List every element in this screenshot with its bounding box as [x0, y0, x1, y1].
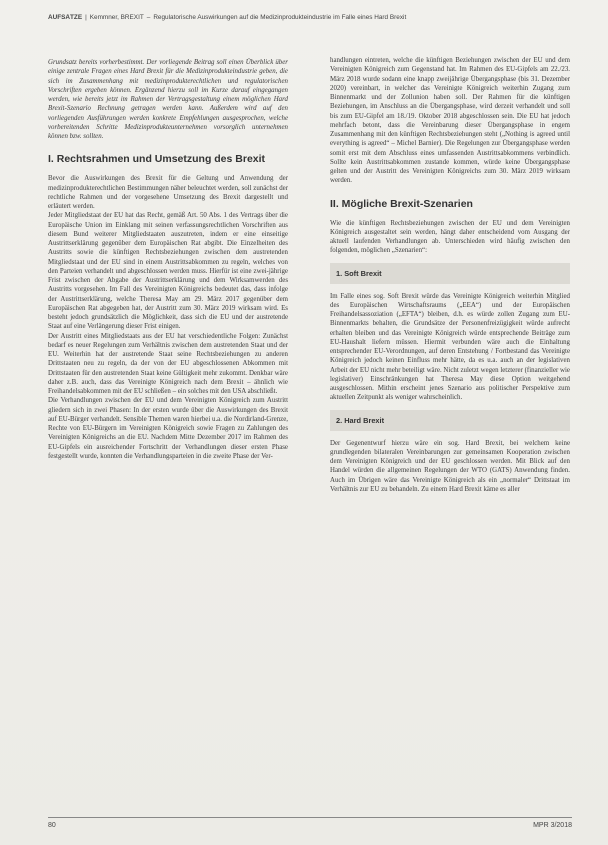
- section-heading-2: II. Mögliche Brexit-Szenarien: [330, 197, 473, 210]
- section-heading-1: I. Rechtsrahmen und Umsetzung des Brexit: [48, 153, 266, 166]
- running-head: AUFSÄTZE | Kemmner, BREXIT – Regulatorische Auswirkungen auf die Medizinprodukteindustrie im Falle eines Hard Brexit: [48, 14, 407, 21]
- page-number: 80: [48, 822, 56, 829]
- right-column: [330, 56, 570, 494]
- subheading-box-soft: [330, 263, 570, 284]
- subheading-soft-brexit: 1. Soft Brexit: [330, 263, 570, 284]
- subheading-hard-brexit: 2. Hard Brexit: [330, 410, 570, 431]
- footer-rule: [48, 817, 572, 818]
- paragraph: Der Austritt eines Mitgliedstaats aus der EU hat verschiedentliche Folgen: Zunächst bedarf es neuer Regelungen zum Verhältnis zwischen dem austretenden Staat und der EU. Weiterhin hat der austretende Staat seine Rechtsbeziehungen zu anderen Drittstaaten neu zu regeln, da der von der EU abgeschlossenen Abkommen mit Drittstaaten für den austretenden Staat keine Gültigkeit mehr zukommt. Denkbar wäre daher z.B. auch, dass das Vereinigte Königreich nach dem Brexit – ähnlich wie Freihandelsabkommen mit der EU schließen – ein solches mit den USA abschließt.: [48, 332, 288, 395]
- running-head-title: Regulatorische Auswirkungen auf die Medizinprodukteindustrie im Falle eines Hard Brexit: [153, 14, 407, 21]
- paragraph: Bevor die Auswirkungen des Brexit für die Geltung und Anwendung der medizinprodukterechtlichen Bestimmungen näher beleuchtet werden, soll zunächst der rechtliche Rahmen und der vorgesehene Umsetzung des Brexit dargestellt und erläutert werden.: [48, 175, 288, 210]
- left-column: [48, 58, 288, 461]
- paragraph: Die Verhandlungen zwischen der EU und dem Vereinigten Königreich zum Austritt gliedern sich in zwei Phasen: In der ersten wurde über die Auswirkungen des Brexit auf EU-Bürger verhandelt. Sensible Themen waren hierbei u.a. die Nordirland-Grenze, Rechte von EU-Bürgern im Vereinigten Königreich sowie Fragen zu Zahlungen des Vereinigten Königreichs an die EU. Nachdem Mitte Dezember 2017 im Rahmen des EU-Gipfels ein ausreichender Fortschritt der Verhandlungen dieser ersten Phase festgestellt wurde, konnten die Verhandlungsparteien in die zweite Phase der Ver-: [48, 397, 288, 460]
- section-label: AUFSÄTZE: [48, 14, 83, 21]
- journal-issue: MPR 3/2018: [533, 822, 572, 829]
- subheading-box-hard: [330, 410, 570, 431]
- paragraph: handlungen eintreten, welche die künftigen Beziehungen zwischen der EU und dem Vereinigten Königreich zum Gegenstand hat. Im Rahmen des EU-Gipfels am 22./23. März 2018 wurde sodann eine knapp zweijährige Übergangsphase (bis 31. Dezember 2020) vereinbart, in welcher das Vereinigte Königreich weiterhin Zugang zum Binnenmarkt und der Zollunion haben soll. Der Rahmen für die künftigen Beziehungen, im Anschluss an die Übergangsphase, wird derzeit verhandelt und soll bis zum EU-Gipfel am 18./19. Oktober 2018 abgeschlossen sein. Die EU hat jedoch mehrfach betont, dass die Vereinbarung dieser Übergangsphase in engem Zusammenhang mit den künftigen Rechtsbeziehungen steht („Nothing is agreed until everything is agreed“ – Michel Barnier). Die Regelungen zur Übergangsphase werden somit erst mit dem Abschluss eines umfassenden Austrittsabkommens verbindlich. Sollte kein Austrittsabkommen zustande kommen, würde keine Übergangsphase gelten und der Austritt des Vereinigten Königreichs zum 30. März 2019 wirksam werden.: [330, 57, 570, 185]
- paragraph: Der Gegenentwurf hierzu wäre ein sog. Hard Brexit, bei welchem keine grundlegenden bilateralen Vereinbarungen zur gemeinsamen Kooperation zwischen dem Vereinigten Königreich und der EU geschlossen werden. Mit Blick auf den Handel würden die allgemeinen Regelungen der WTO (GATS) Anwendung finden. Auch im Übrigen wäre das Vereinigte Königreich als ein „normaler“ Drittstaat im Verhältnis zur EU zu behandeln. Zu einem Hard Brexit käme es aller: [330, 439, 570, 493]
- running-head-authors: Kemmner, BREXIT: [89, 14, 144, 21]
- paragraph: Jeder Mitgliedstaat der EU hat das Recht, gemäß Art. 50 Abs. 1 des Vertrags über die Europäische Union im Einklang mit seinen verfassungsrechtlichen Vorschriften aus diesem Bund weiterer Mitgliedstaaten auszutreten, indem er eine einseitige Austrittserklärung gegenüber dem Europäischen Rat abgibt. Die Einzelheiten des Austritts sowie die künftigen Rechtsbeziehungen zwischen dem austretenden Mitgliedstaat und der EU sind in einem Austrittsabkommen zu regeln, welches von den Parteien verhandelt und abgeschlossen werden muss. Hierfür ist eine zwei-jährige Frist zwischen der Abgabe der Austrittserklärung und dem Wirksamwerden des Austritts vorgesehen. Im Fall des Vereinigten Königreichs bedeutet das, dass infolge der Austrittserklärung, welche Theresa May am 29. März 2017 gegenüber dem Europäischen Rat abgegeben hat, der Austritt zum 30. März 2019 wirksam wird. Es besteht jedoch grundsätzlich die Möglichkeit, dass sich die EU und der austretende Staat auf eine Verlängerung dieser Frist einigen.: [48, 212, 288, 331]
- paragraph: Im Falle eines sog. Soft Brexit würde das Vereinigte Königreich weiterhin Mitglied des Europäischen Wirtschaftsraums („EEA“) und der Europäischen Freihandelsassoziation („EFTA“) bleiben, d.h. es würde zollen Zugang zum EU-Binnenmarkts behalten, die Grundsätze der Personenfreizügigkeit würde aufrecht erhalten bleiben und das Vereinigte Königreich würde entsprechende Beiträge zum EU-Haushalt liefern müssen. Hiermit verbunden wäre auch die Einhaltung entsprechender EU-Verordnungen, auf deren Entstehung / Fortbestand das Vereinigte Königreich jedoch keinen Einfluss mehr hätte, da es u.a. auch an der legislativen Arbeit der EU nicht mehr beteiligt wäre. Nicht zuletzt wegen letzterer (finanzieller wie legislativer) Einschränkungen hat Theresa May diese Option weitgehend ausgeschlossen. Mithin erscheint jenes Szenario aus politischer Perspektive zum aktuellen Zeitpunkt als weniger wahrscheinlich.: [330, 292, 570, 402]
- paragraph: Wie die künftigen Rechtsbeziehungen zwischen der EU und dem Vereinigten Königreich ausgestaltet sein werden, hängt daher entscheidend vom Ausgang der aktuell laufenden Verhandlungen ab. Unterschieden wird häufig zwischen den folgenden, möglichen „Szenarien“:: [330, 219, 570, 255]
- intro-paragraph: Grundsatz bereits vorherbestimmt. Der vorliegende Beitrag soll einen Überblick über einige zentrale Fragen eines Hard Brexit für die Medizinprodukteindustrie geben, die sich im Zusammenhang mit medizinprodukterechtlichen und regulatorischen Vorschriften ergeben können. Ergänzend hierzu soll im Kurze darauf eingegangen werden, wie bereits jetzt im Rahmen der Vertragsgestaltung einem möglichen Hard Brexit-Szenario Rechnung getragen werden kann. Außerdem wird auf den vorliegenden Ausführungen werden konkrete Empfehlungen ausgesprochen, welche vorbereitenden Schritte Medizinprodukteunternehmen vorsorglich unternehmen können bzw. sollten.: [48, 59, 288, 140]
